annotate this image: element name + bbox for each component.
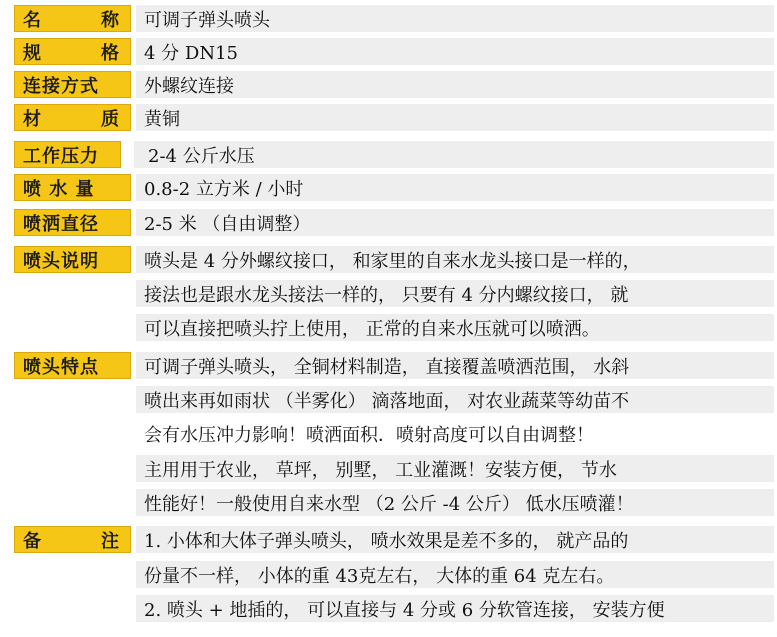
description-line-2: 接法也是跟水龙头接法一样的， 只要有 4 分内螺纹接口， 就 bbox=[136, 280, 774, 307]
remarks-line-1: 1. 小体和大体子弹头喷头， 喷水效果是差不多的， 就产品的 bbox=[136, 526, 774, 553]
label-connection: 连接方式 bbox=[14, 71, 131, 98]
features-line-3: 会有水压冲力影响！喷洒面积．喷射高度可以自由调整！ bbox=[144, 424, 594, 446]
value-connection: 外螺纹连接 bbox=[136, 71, 774, 98]
label-features: 喷头特点 bbox=[14, 352, 131, 379]
value-size: 4 分 DN15 bbox=[136, 38, 774, 65]
label-size bbox=[14, 38, 131, 65]
label-description: 喷头说明 bbox=[14, 246, 131, 273]
value-pressure: 2-4 公斤水压 bbox=[134, 141, 774, 168]
value-flow: 0.8-2 立方米 / 小时 bbox=[136, 174, 774, 201]
label-remarks-char-1: 备 bbox=[23, 530, 42, 552]
features-line-1: 可调子弹头喷头， 全铜材料制造， 直接覆盖喷洒范围， 水斜 bbox=[136, 352, 774, 379]
value-material: 黄铜 bbox=[136, 104, 774, 131]
label-name bbox=[14, 5, 131, 32]
label-name-char-2: 称 bbox=[101, 9, 120, 31]
description-line-3: 可以直接把喷头拧上使用， 正常的自来水压就可以喷洒。 bbox=[136, 314, 774, 341]
label-material-char-2: 质 bbox=[101, 108, 120, 130]
label-flow: 喷 水 量 bbox=[14, 174, 131, 201]
label-size-char-2: 格 bbox=[101, 42, 120, 64]
label-material-char-1: 材 bbox=[23, 108, 42, 130]
label-pressure: 工作压力 bbox=[14, 141, 121, 168]
features-line-4: 主用用于农业， 草坪， 别墅， 工业灌溉！安装方便， 节水 bbox=[136, 455, 774, 482]
features-line-5: 性能好！一般使用自来水型 （2 公斤 -4 公斤） 低水压喷灌！ bbox=[136, 489, 774, 516]
label-material bbox=[14, 104, 131, 131]
label-size-char-1: 规 bbox=[23, 42, 42, 64]
label-remarks-char-2: 注 bbox=[101, 530, 120, 552]
features-line-2: 喷出来再如雨状 （半雾化） 滴落地面， 对农业蔬菜等幼苗不 bbox=[136, 386, 774, 413]
value-name: 可调子弹头喷头 bbox=[136, 5, 774, 32]
remarks-line-3: 2. 喷头 + 地插的， 可以直接与 4 分或 6 分软管连接， 安装方便 bbox=[136, 595, 774, 622]
value-diameter: 2-5 米 （自由调整） bbox=[136, 209, 774, 236]
label-name-char-1: 名 bbox=[23, 9, 42, 31]
label-diameter: 喷洒直径 bbox=[14, 209, 131, 236]
description-line-1: 喷头是 4 分外螺纹接口， 和家里的自来水龙头接口是一样的， bbox=[136, 246, 774, 273]
remarks-line-2: 份量不一样， 小体的重 43克左右， 大体的重 64 克左右。 bbox=[136, 561, 774, 588]
label-remarks bbox=[14, 526, 131, 553]
